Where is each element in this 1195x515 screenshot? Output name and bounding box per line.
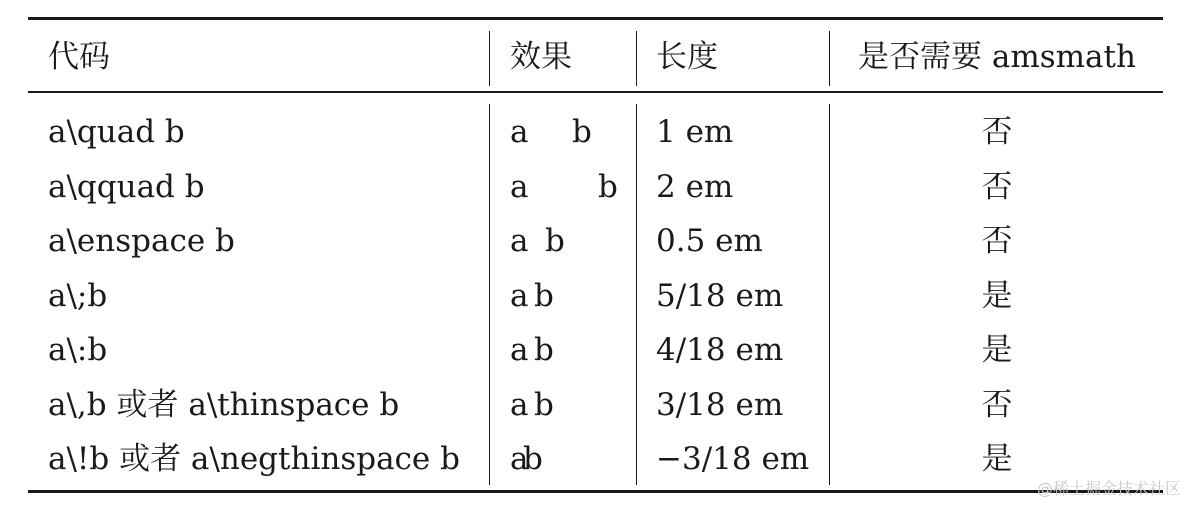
effect-cell — [510, 167, 620, 207]
length-cell: 4/18 em — [656, 332, 784, 368]
code-cell: a\,b 或者 a\thinspace b — [48, 387, 400, 423]
effect-a: a — [510, 223, 529, 259]
effect-b: b — [523, 441, 543, 477]
effect-cell — [510, 221, 620, 261]
effect-b: b — [534, 278, 554, 314]
amsmath-cell: 否 — [981, 114, 1013, 150]
column-divider — [829, 104, 830, 485]
watermark: @稀土掘金技术社区 — [1036, 479, 1181, 498]
column-divider — [489, 104, 490, 485]
length-cell: 5/18 em — [656, 278, 784, 314]
code-cell: a\:b — [48, 332, 108, 368]
amsmath-cell: 是 — [981, 278, 1013, 314]
effect-cell — [510, 330, 620, 370]
effect-b: b — [534, 332, 554, 368]
table-top-rule — [28, 17, 1163, 20]
effect-a: a — [510, 278, 529, 314]
amsmath-cell: 是 — [981, 332, 1013, 368]
table-header-rule — [28, 91, 1163, 93]
effect-a: a — [510, 387, 529, 423]
code-cell: a\;b — [48, 278, 108, 314]
amsmath-cell: 否 — [981, 223, 1013, 259]
effect-b: b — [572, 114, 592, 150]
effect-cell — [510, 112, 620, 152]
code-cell: a\qquad b — [48, 169, 205, 205]
length-cell: 1 em — [656, 114, 734, 150]
effect-b: b — [534, 387, 554, 423]
length-cell: 3/18 em — [656, 387, 784, 423]
code-cell: a\enspace b — [48, 223, 235, 259]
length-cell: 0.5 em — [656, 223, 763, 259]
effect-cell — [510, 439, 620, 479]
table-bottom-rule — [28, 490, 1163, 493]
effect-b: b — [545, 223, 565, 259]
header-effect: 效果 — [510, 39, 572, 75]
code-cell: a\!b 或者 a\negthinspace b — [48, 441, 460, 477]
amsmath-cell: 否 — [981, 387, 1013, 423]
column-divider — [636, 31, 637, 86]
length-cell: 2 em — [656, 169, 734, 205]
amsmath-cell: 否 — [981, 169, 1013, 205]
column-divider — [636, 104, 637, 485]
header-code: 代码 — [48, 39, 110, 75]
amsmath-cell: 是 — [981, 441, 1013, 477]
length-cell: −3/18 em — [656, 441, 810, 477]
effect-b: b — [598, 169, 618, 205]
header-length: 长度 — [656, 39, 718, 75]
code-cell: a\quad b — [48, 114, 185, 150]
effect-a: a — [510, 332, 529, 368]
column-divider — [489, 31, 490, 86]
column-divider — [829, 31, 830, 86]
effect-cell — [510, 385, 620, 425]
effect-a: a — [510, 169, 529, 205]
effect-a: a — [510, 114, 529, 150]
header-amsmath: 是否需要 amsmath — [858, 39, 1136, 75]
effect-a: a — [510, 441, 529, 477]
effect-cell — [510, 276, 620, 316]
